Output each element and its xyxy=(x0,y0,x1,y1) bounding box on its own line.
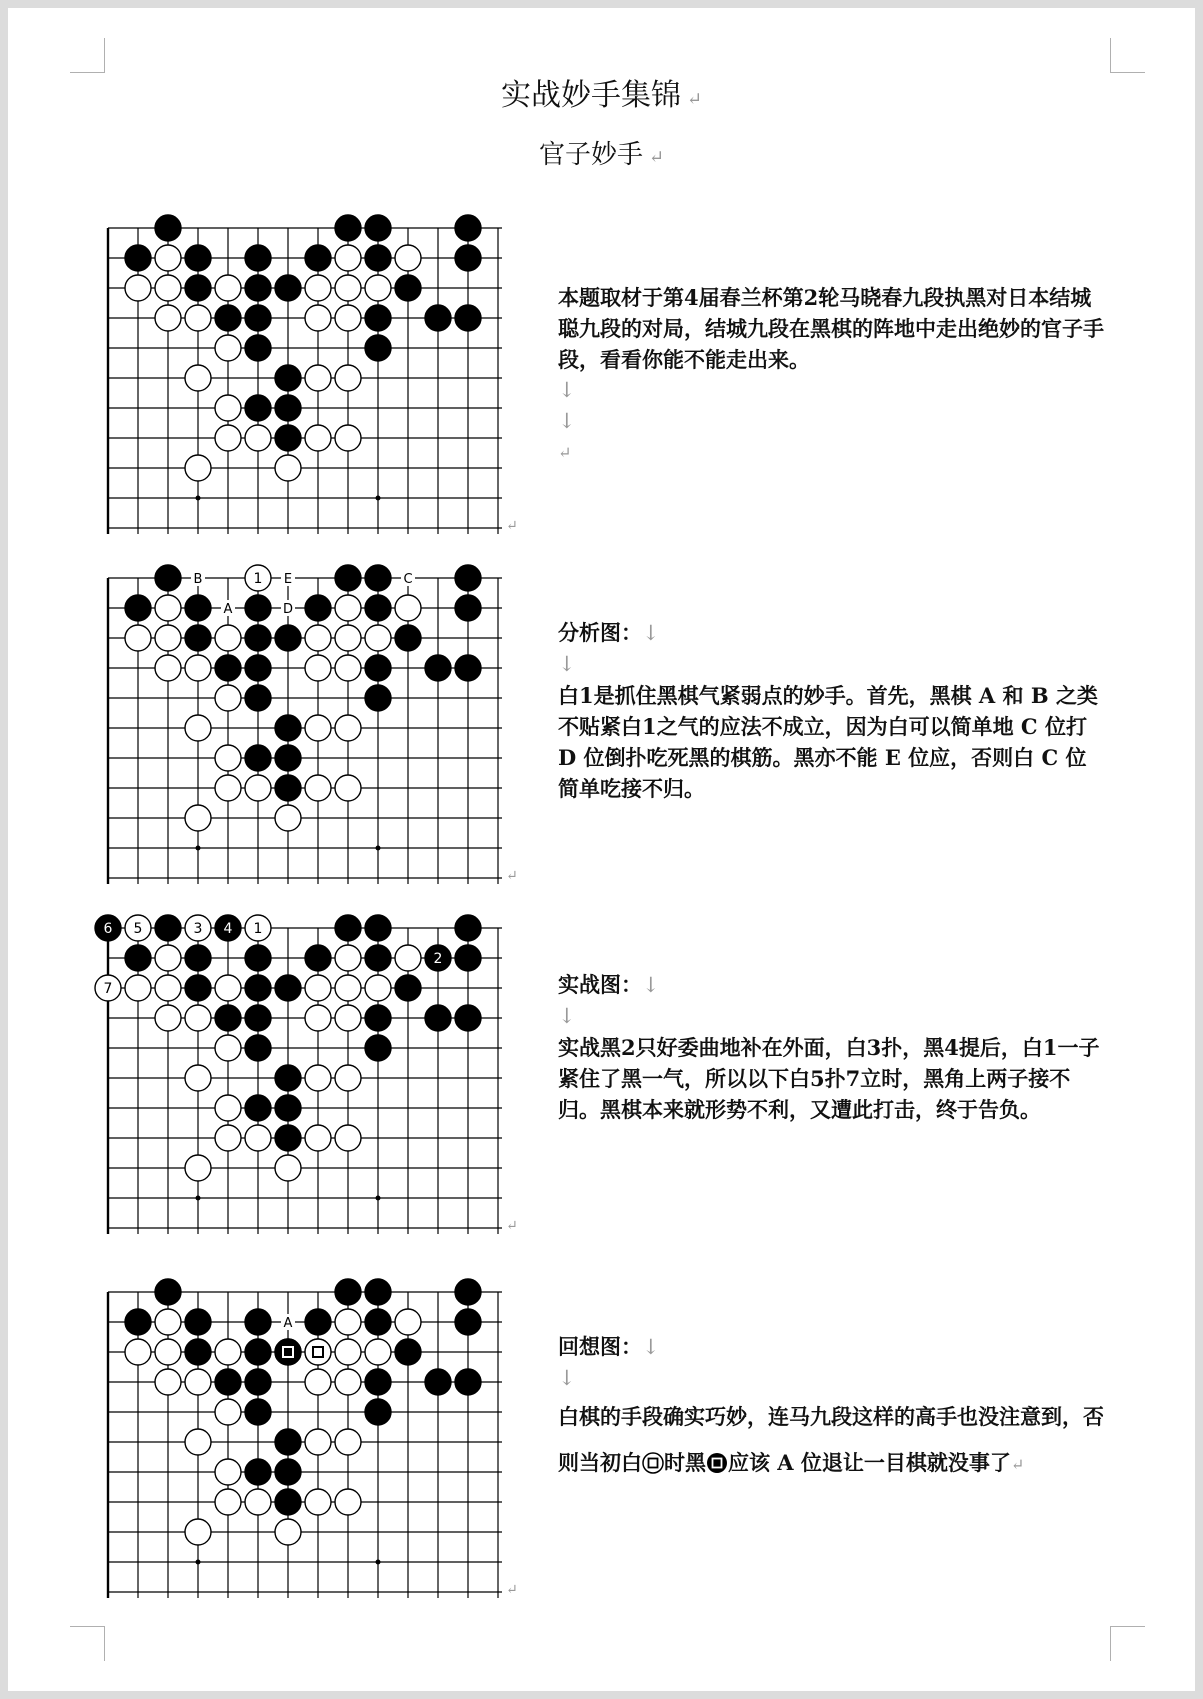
move-number: 1 xyxy=(253,571,263,587)
black-stone xyxy=(455,945,481,971)
move-number: 7 xyxy=(103,981,113,997)
white-stone xyxy=(335,305,361,331)
white-stone xyxy=(185,1155,211,1181)
black-stone xyxy=(245,1399,271,1425)
black-stone xyxy=(275,975,301,1001)
black-stone xyxy=(335,215,361,241)
black-stone xyxy=(425,655,451,681)
move-number: 3 xyxy=(193,921,203,937)
black-stone xyxy=(275,425,301,451)
black-stone xyxy=(245,1309,271,1335)
black-stone xyxy=(185,275,211,301)
black-stone xyxy=(245,1459,271,1485)
black-stone xyxy=(305,245,331,271)
white-stone xyxy=(215,775,241,801)
black-stone xyxy=(365,1035,391,1061)
white-stone xyxy=(305,1489,331,1515)
white-stone xyxy=(365,275,391,301)
black-stone xyxy=(365,215,391,241)
black-stone xyxy=(185,975,211,1001)
white-stone xyxy=(215,1339,241,1365)
black-stone xyxy=(155,215,181,241)
move-number: 1 xyxy=(253,921,263,937)
white-stone xyxy=(155,625,181,651)
black-stone xyxy=(275,715,301,741)
white-stone xyxy=(365,1339,391,1365)
black-stone xyxy=(395,625,421,651)
white-stone xyxy=(365,625,391,651)
black-stone xyxy=(245,305,271,331)
black-stone xyxy=(305,595,331,621)
white-stone xyxy=(395,245,421,271)
white-stone xyxy=(185,1065,211,1091)
black-stone xyxy=(245,1095,271,1121)
black-stone xyxy=(335,915,361,941)
white-stone xyxy=(155,305,181,331)
black-stone xyxy=(245,1339,271,1365)
white-stone xyxy=(215,625,241,651)
white-stone xyxy=(305,275,331,301)
section-analysis: 分析图：↓ ↓ 白1是抓住黑棋气紧弱点的妙手。首先，黑棋 A 和 B 之类不贴紧白1之气的应法不成立，因为白可以简单地 C 位打 D 位倒扑吃死黑的棋筋。黑亦不能 E 位应，否则白 C 位简单吃接不归。 xyxy=(558,617,1106,804)
black-stone xyxy=(125,245,151,271)
black-stone xyxy=(335,1279,361,1305)
point-letter: B xyxy=(193,572,203,587)
white-stone xyxy=(365,975,391,1001)
black-stone xyxy=(365,595,391,621)
star-point xyxy=(196,1196,201,1201)
black-stone xyxy=(395,975,421,1001)
white-stone xyxy=(155,245,181,271)
black-stone xyxy=(215,1005,241,1031)
white-stone xyxy=(125,1339,151,1365)
point-letter: E xyxy=(283,572,293,587)
black-stone xyxy=(365,1309,391,1335)
white-stone xyxy=(275,1155,301,1181)
star-point xyxy=(196,496,201,501)
actual-paragraph: 实战黑2只好委曲地补在外面，白3扑，黑4提后，白1一子紧住了黑一气，所以以下白5扑7立时，黑角上两子接不归。黑棋本来就形势不利，又遭此打击，终于告负。 xyxy=(558,1035,1100,1122)
move-number: 2 xyxy=(433,951,443,967)
black-stone xyxy=(125,595,151,621)
black-stone xyxy=(155,565,181,591)
white-stone xyxy=(335,245,361,271)
white-stone xyxy=(275,455,301,481)
white-stone xyxy=(305,655,331,681)
white-stone xyxy=(185,1369,211,1395)
white-stone xyxy=(215,1489,241,1515)
white-stone xyxy=(215,1125,241,1151)
black-stone xyxy=(245,745,271,771)
white-stone xyxy=(335,1339,361,1365)
black-stone xyxy=(365,565,391,591)
black-stone xyxy=(455,245,481,271)
paragraph-mark: ↵ xyxy=(506,1218,518,1234)
black-stone xyxy=(125,945,151,971)
paragraph-mark: ↵ xyxy=(506,1582,518,1598)
actual-heading: 实战图： xyxy=(558,972,642,997)
black-stone xyxy=(365,655,391,681)
problem-paragraph: 本题取材于第4届春兰杯第2轮马晓春九段执黑对日本结城聪九段的对局，结城九段在黑棋的阵地中走出绝妙的官子手段，看看你能不能走出来。 xyxy=(558,285,1104,372)
white-stone xyxy=(245,775,271,801)
black-stone xyxy=(125,1309,151,1335)
star-point xyxy=(376,846,381,851)
black-stone xyxy=(245,1005,271,1031)
go-board-actual-game xyxy=(90,908,530,1234)
white-stone xyxy=(185,305,211,331)
black-stone xyxy=(185,945,211,971)
line-break-mark: ↓ xyxy=(558,1004,576,1028)
black-stone xyxy=(155,1279,181,1305)
white-stone xyxy=(335,1309,361,1335)
point-letter: D xyxy=(282,602,294,617)
black-stone xyxy=(245,275,271,301)
margin-corner-top-right xyxy=(1110,38,1145,73)
white-stone xyxy=(185,365,211,391)
white-stone xyxy=(185,1005,211,1031)
margin-corner-bottom-right xyxy=(1110,1626,1145,1661)
white-stone xyxy=(395,1309,421,1335)
white-stone xyxy=(155,1309,181,1335)
white-stone xyxy=(185,805,211,831)
black-stone xyxy=(275,745,301,771)
white-stone xyxy=(155,275,181,301)
white-stone xyxy=(155,1369,181,1395)
black-stone xyxy=(455,1005,481,1031)
black-stone xyxy=(425,1369,451,1395)
black-stone xyxy=(305,1309,331,1335)
black-stone xyxy=(185,625,211,651)
white-stone xyxy=(215,1035,241,1061)
move-number: 6 xyxy=(103,921,113,937)
black-stone xyxy=(275,1429,301,1455)
black-square-stone-icon xyxy=(706,1452,728,1474)
white-stone xyxy=(335,975,361,1001)
star-point xyxy=(376,1560,381,1565)
white-stone xyxy=(215,395,241,421)
black-stone xyxy=(245,975,271,1001)
white-stone xyxy=(245,1125,271,1151)
star-point xyxy=(376,1196,381,1201)
white-square-stone-icon xyxy=(642,1452,664,1474)
point-letter: A xyxy=(223,602,233,617)
white-stone xyxy=(215,425,241,451)
black-stone xyxy=(365,1005,391,1031)
black-stone xyxy=(365,335,391,361)
black-stone xyxy=(395,275,421,301)
white-stone xyxy=(335,425,361,451)
margin-corner-top-left xyxy=(70,38,105,73)
black-stone xyxy=(215,655,241,681)
white-stone xyxy=(335,775,361,801)
point-letter: A xyxy=(283,1316,293,1331)
white-stone xyxy=(305,1339,331,1365)
star-point xyxy=(376,496,381,501)
black-stone xyxy=(455,1309,481,1335)
white-stone xyxy=(185,455,211,481)
white-stone xyxy=(305,1065,331,1091)
black-stone xyxy=(425,1005,451,1031)
black-stone xyxy=(365,245,391,271)
reflection-heading: 回想图： xyxy=(558,1334,642,1359)
line-break-mark: ↓ xyxy=(558,1366,576,1390)
black-stone xyxy=(275,1489,301,1515)
black-stone xyxy=(215,305,241,331)
black-stone xyxy=(365,1279,391,1305)
star-point xyxy=(196,846,201,851)
black-stone xyxy=(245,395,271,421)
analysis-paragraph: 白1是抓住黑棋气紧弱点的妙手。首先，黑棋 A 和 B 之类不贴紧白1之气的应法不成立，因为白可以简单地 C 位打 D 位倒扑吃死黑的棋筋。黑亦不能 E 位应，否则白 C 位简单吃接不归。 xyxy=(558,683,1098,801)
paragraph-mark: ↵ xyxy=(506,518,518,534)
white-stone xyxy=(335,595,361,621)
line-break-mark: ↓ xyxy=(558,378,576,402)
go-board-analysis xyxy=(90,558,530,884)
black-stone xyxy=(275,1095,301,1121)
black-stone xyxy=(455,915,481,941)
white-stone xyxy=(305,1125,331,1151)
move-number: 4 xyxy=(223,921,233,937)
black-stone xyxy=(275,625,301,651)
black-stone xyxy=(275,1125,301,1151)
go-board-reflection xyxy=(90,1272,530,1598)
white-stone xyxy=(335,1429,361,1455)
white-stone xyxy=(155,945,181,971)
black-stone xyxy=(335,565,361,591)
white-stone xyxy=(155,975,181,1001)
white-stone xyxy=(215,275,241,301)
white-stone xyxy=(335,1005,361,1031)
white-stone xyxy=(185,655,211,681)
black-stone xyxy=(245,595,271,621)
paragraph-mark: ↵ xyxy=(506,868,518,884)
white-stone xyxy=(335,275,361,301)
black-stone xyxy=(275,1339,301,1365)
black-stone xyxy=(365,1399,391,1425)
white-stone xyxy=(305,625,331,651)
white-stone xyxy=(335,365,361,391)
black-stone xyxy=(245,335,271,361)
white-stone xyxy=(185,1519,211,1545)
white-stone xyxy=(335,715,361,741)
black-stone xyxy=(245,685,271,711)
black-stone xyxy=(155,915,181,941)
black-stone xyxy=(275,1459,301,1485)
black-stone xyxy=(455,1279,481,1305)
point-letter: C xyxy=(403,572,413,587)
white-stone xyxy=(335,1125,361,1151)
white-stone xyxy=(245,425,271,451)
white-stone xyxy=(215,975,241,1001)
black-stone xyxy=(365,945,391,971)
black-stone xyxy=(245,655,271,681)
black-stone xyxy=(365,915,391,941)
white-stone xyxy=(305,365,331,391)
black-stone xyxy=(185,1339,211,1365)
white-stone xyxy=(245,1489,271,1515)
white-stone xyxy=(125,275,151,301)
white-stone xyxy=(185,715,211,741)
star-point xyxy=(196,1560,201,1565)
white-stone xyxy=(305,715,331,741)
black-stone xyxy=(185,1309,211,1335)
white-stone xyxy=(215,1459,241,1485)
white-stone xyxy=(305,1369,331,1395)
black-stone xyxy=(395,1339,421,1365)
black-stone xyxy=(215,1369,241,1395)
black-stone xyxy=(245,245,271,271)
go-board-problem xyxy=(90,208,530,534)
white-stone xyxy=(215,685,241,711)
section-reflection: 回想图：↓ ↓ 白棋的手段确实巧妙，连马九段这样的高手也没注意到，否则当初白 时黑 应该 A 位退让一目棋就没事了↵ xyxy=(558,1331,1106,1488)
line-break-mark: ↓ xyxy=(558,652,576,676)
white-stone xyxy=(305,975,331,1001)
white-stone xyxy=(395,945,421,971)
white-stone xyxy=(335,1489,361,1515)
white-stone xyxy=(305,425,331,451)
white-stone xyxy=(155,595,181,621)
black-stone xyxy=(185,595,211,621)
white-stone xyxy=(335,655,361,681)
white-stone xyxy=(125,975,151,1001)
white-stone xyxy=(215,745,241,771)
black-stone xyxy=(365,1369,391,1395)
white-stone xyxy=(335,1065,361,1091)
black-stone xyxy=(455,595,481,621)
black-stone xyxy=(275,275,301,301)
section-problem xyxy=(558,282,1106,468)
white-stone xyxy=(275,805,301,831)
white-stone xyxy=(335,1369,361,1395)
white-stone xyxy=(155,655,181,681)
white-stone xyxy=(155,1339,181,1365)
white-stone xyxy=(305,1429,331,1455)
black-stone xyxy=(455,1369,481,1395)
black-stone xyxy=(275,1065,301,1091)
black-stone xyxy=(425,305,451,331)
black-stone xyxy=(275,365,301,391)
white-stone xyxy=(215,335,241,361)
section-actual: 实战图：↓ ↓ 实战黑2只好委曲地补在外面，白3扑，黑4提后，白1一子紧住了黑一气，所以以下白5扑7立时，黑角上两子接不归。黑棋本来就形势不利，又遭此打击，终于告负。 xyxy=(558,969,1106,1125)
white-stone xyxy=(215,1399,241,1425)
black-stone xyxy=(245,1035,271,1061)
white-stone xyxy=(125,625,151,651)
paragraph-mark: ↵ xyxy=(558,443,572,462)
white-stone xyxy=(185,1429,211,1455)
black-stone xyxy=(245,1369,271,1395)
black-stone xyxy=(185,245,211,271)
black-stone xyxy=(455,655,481,681)
white-stone xyxy=(275,1519,301,1545)
move-number: 5 xyxy=(133,921,143,937)
document-title: 实战妙手集锦 ↵ xyxy=(500,78,703,113)
margin-corner-bottom-left xyxy=(70,1626,105,1661)
document-subtitle: 官子妙手 ↵ xyxy=(538,140,665,170)
black-stone xyxy=(455,305,481,331)
white-stone xyxy=(335,625,361,651)
black-stone xyxy=(455,565,481,591)
black-stone xyxy=(275,395,301,421)
white-stone xyxy=(305,1005,331,1031)
black-stone xyxy=(365,305,391,331)
line-break-mark: ↓ xyxy=(558,409,576,433)
white-stone xyxy=(305,305,331,331)
white-stone xyxy=(155,1005,181,1031)
white-stone xyxy=(215,1095,241,1121)
white-stone xyxy=(395,595,421,621)
white-stone xyxy=(305,775,331,801)
reflection-paragraph: 白棋的手段确实巧妙，连马九段这样的高手也没注意到，否则当初白 时黑 应该 A 位退让一目棋就没事了↵ xyxy=(558,1404,1104,1475)
black-stone xyxy=(275,775,301,801)
black-stone xyxy=(305,945,331,971)
analysis-heading: 分析图： xyxy=(558,620,642,645)
black-stone xyxy=(245,625,271,651)
black-stone xyxy=(455,215,481,241)
white-stone xyxy=(335,945,361,971)
black-stone xyxy=(245,945,271,971)
black-stone xyxy=(365,685,391,711)
